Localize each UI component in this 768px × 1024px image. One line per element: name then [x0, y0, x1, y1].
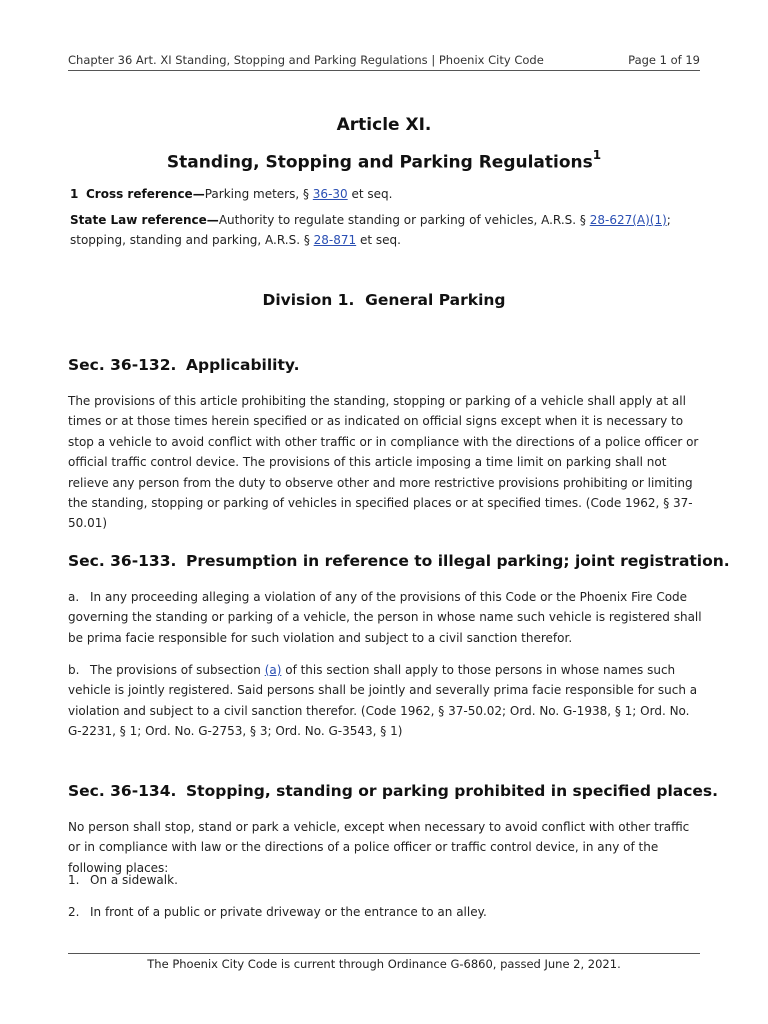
list-item-text: On a sidewalk.: [90, 873, 178, 887]
subsection-b: [68, 660, 702, 742]
page-header: [68, 52, 700, 71]
subsection-a-text: In any proceeding alleging a violation of any of the provisions of this Code or the Phoenix Fire Code governing the standing or parking of a vehicle, the person in whose name such vehicle is registered shall be prima facie responsible for such violation and subject to a civil sanction therefor.: [68, 590, 702, 645]
list-item-mark: 2.: [68, 905, 80, 919]
page-footer: The Phoenix City Code is current through Ordinance G-6860, passed June 2, 2021.: [147, 957, 621, 971]
list-item: [68, 870, 702, 890]
link-subsection-a[interactable]: (a): [264, 663, 282, 677]
link-28-627[interactable]: 28-627(A)(1): [589, 213, 667, 227]
article-title: Article XI.: [336, 115, 432, 135]
subsection-b-mark: b.: [68, 663, 80, 677]
page-number: Page 1 of 19: [628, 53, 700, 67]
link-28-871[interactable]: 28-871: [313, 233, 357, 247]
list-item-mark: 1.: [68, 873, 80, 887]
section-36-134-text: No person shall stop, stand or park a vehicle, except when necessary to avoid conflict with other traffic or in compliance with law or the directions of a police officer or traffic control device, in any of the following places:: [68, 820, 690, 875]
article-subtitle: [0, 150, 768, 173]
state-law-text-end: et seq.: [356, 233, 401, 247]
list-item-text: In front of a public or private driveway or the entrance to an alley.: [90, 905, 487, 919]
division-title-text: Division 1. General Parking: [262, 291, 506, 309]
division-title: [0, 291, 768, 309]
footnote-marker[interactable]: 1: [592, 148, 602, 162]
section-title: Stopping, standing or parking prohibited in specified places.: [186, 782, 719, 800]
cross-reference-text: Parking meters, §: [204, 187, 313, 201]
footnote-cross-reference: [70, 184, 700, 204]
section-heading-36-132: [68, 356, 299, 374]
article-subtitle-text: Standing, Stopping and Parking Regulations: [166, 152, 593, 173]
link-36-30[interactable]: 36-30: [312, 187, 348, 201]
section-heading-36-134: [68, 782, 718, 800]
state-law-text-2: ; stopping, standing and parking, A.R.S. §: [70, 213, 671, 247]
subsection-a: [68, 587, 702, 648]
subsection-b-text-end: of this section shall apply to those persons in whose names such vehicle is jointly registered. Said persons shall be jointly and severally prima facie responsible for such a violation and subject to a civil sanction therefor. (Code 1962, § 37-50.02; Ord. No. G-1938, § 1; Ord. No. G-2231, § 1; Ord. No. G-2753, § 3; Ord. No. G-3543, § 1): [68, 663, 698, 739]
section-number: Sec. 36-133.: [68, 552, 177, 570]
subsection-a-mark: a.: [68, 590, 80, 604]
section-36-132-text: The provisions of this article prohibiting the standing, stopping or parking of a vehicle shall apply at all times or at those times herein specified or as indicated on official signs except when it is necessary to stop a vehicle to avoid conflict with other traffic or in compliance with the directions of a police officer or official traffic control device. The provisions of this article imposing a time limit on parking shall not relieve any person from the duty to observe other and more restrictive provisions prohibiting or limiting the standing, stopping or parking of vehicles in specified places or at specified times. (Code 1962, § 37-50.01): [68, 394, 699, 531]
header-title: Chapter 36 Art. XI Standing, Stopping and Parking Regulations | Phoenix City Code: [68, 53, 544, 67]
subsection-b-text: The provisions of subsection: [90, 663, 265, 677]
section-number: Sec. 36-132.: [68, 356, 177, 374]
footer-divider: [68, 953, 700, 954]
cross-reference-text-end: et seq.: [347, 187, 393, 201]
section-heading-36-133: [68, 552, 730, 570]
list-item: [68, 902, 702, 922]
state-law-label: State Law reference—: [70, 213, 219, 227]
cross-reference-label: Cross reference—: [86, 187, 205, 201]
section-title: Presumption in reference to illegal parking; joint registration.: [186, 552, 730, 570]
state-law-text: Authority to regulate standing or parking of vehicles, A.R.S. §: [218, 213, 590, 227]
section-title: Applicability.: [186, 356, 300, 374]
footnote-state-law: [70, 210, 700, 250]
section-number: Sec. 36-134.: [68, 782, 177, 800]
footnote-number: 1: [70, 187, 79, 201]
